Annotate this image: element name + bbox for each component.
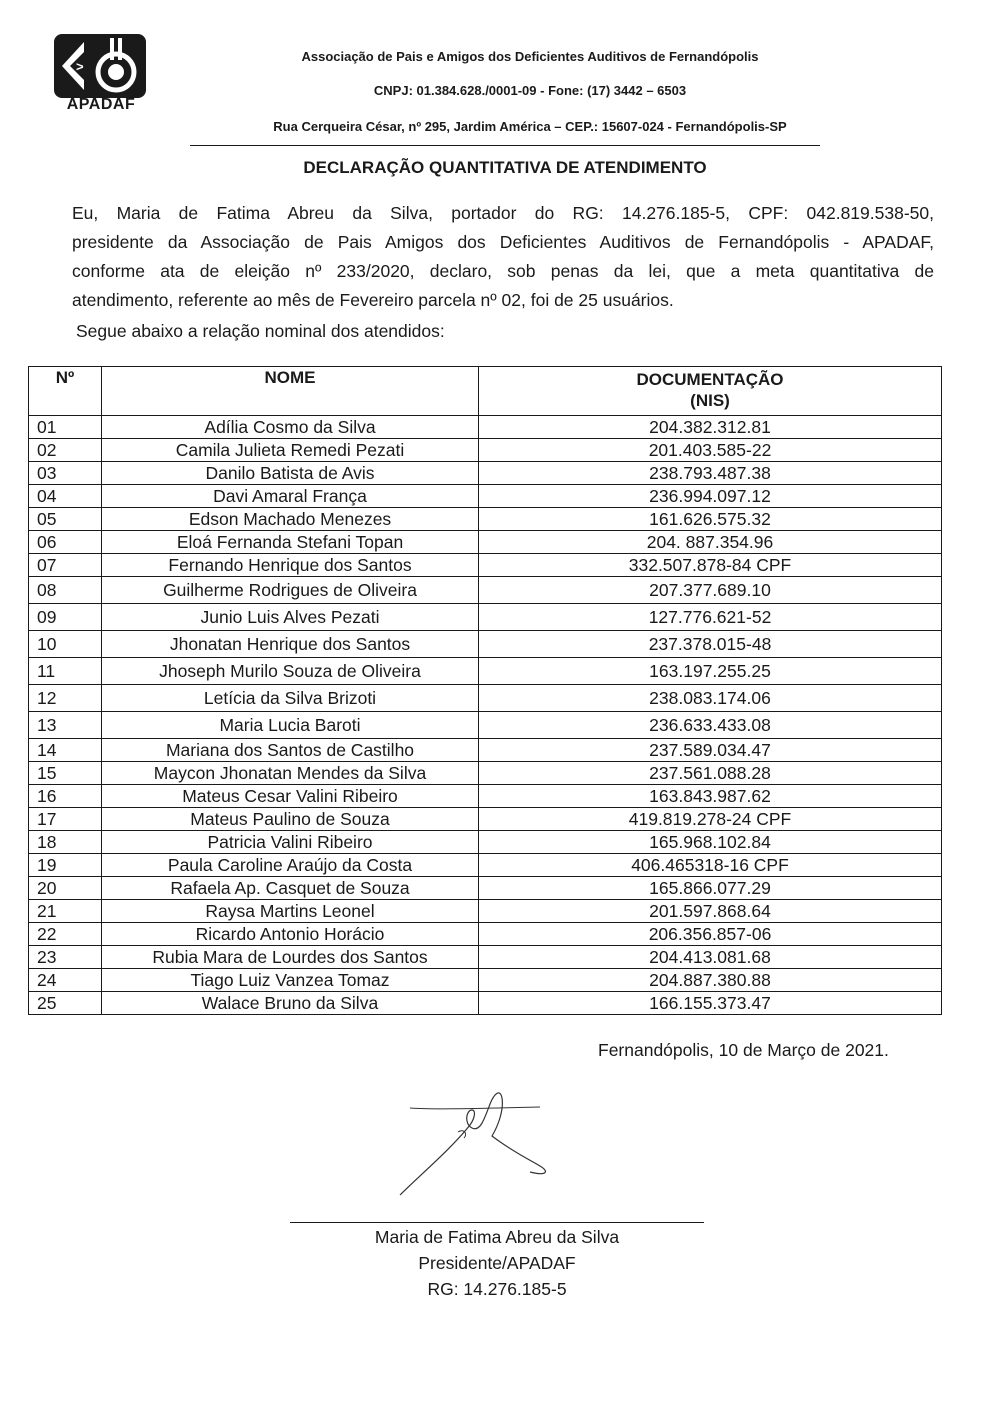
cell-name: Guilherme Rodrigues de Oliveira (102, 577, 479, 604)
cell-name: Letícia da Silva Brizoti (102, 685, 479, 712)
cell-num: 25 (29, 992, 102, 1015)
cell-num: 17 (29, 808, 102, 831)
cell-num: 13 (29, 712, 102, 739)
cell-num: 20 (29, 877, 102, 900)
cell-name: Mariana dos Santos de Castilho (102, 739, 479, 762)
cell-doc: 236.633.433.08 (479, 712, 942, 739)
signer-role: Presidente/APADAF (418, 1253, 576, 1273)
cell-num: 07 (29, 554, 102, 577)
cell-doc: 166.155.373.47 (479, 992, 942, 1015)
cell-num: 15 (29, 762, 102, 785)
signer-rg: RG: 14.276.185-5 (427, 1279, 567, 1299)
table-row (29, 762, 942, 785)
cell-num: 08 (29, 577, 102, 604)
cell-name: Walace Bruno da Silva (102, 992, 479, 1015)
table-row (29, 485, 942, 508)
table-row (29, 416, 942, 439)
table-row (29, 531, 942, 554)
cell-doc: 163.197.255.25 (479, 658, 942, 685)
cell-doc: 161.626.575.32 (479, 508, 942, 531)
paragraph-line: presidente da Associação de Pais Amigos dos Deficientes Auditivos de Fernandópolis - APADAF, (72, 232, 934, 252)
cell-name: Raysa Martins Leonel (102, 900, 479, 923)
cell-doc: 237.589.034.47 (479, 739, 942, 762)
cell-name: Patricia Valini Ribeiro (102, 831, 479, 854)
cell-num: 18 (29, 831, 102, 854)
cell-name: Davi Amaral França (102, 485, 479, 508)
cell-name: Maria Lucia Baroti (102, 712, 479, 739)
table-row (29, 712, 942, 739)
cell-doc: 238.083.174.06 (479, 685, 942, 712)
table-row (29, 658, 942, 685)
cell-num: 24 (29, 969, 102, 992)
table-row (29, 900, 942, 923)
cell-doc: 237.561.088.28 (479, 762, 942, 785)
declaration-paragraph (72, 199, 934, 315)
table-row (29, 577, 942, 604)
cell-num: 21 (29, 900, 102, 923)
cell-name: Maycon Jhonatan Mendes da Silva (102, 762, 479, 785)
organization-contact: CNPJ: 01.384.628./0001-09 - Fone: (17) 3442 – 6503 (373, 83, 687, 98)
cell-doc: 165.866.077.29 (479, 877, 942, 900)
logo-text: APADAF (66, 96, 136, 113)
cell-num: 02 (29, 439, 102, 462)
cell-doc: 204.382.312.81 (479, 416, 942, 439)
table-row (29, 439, 942, 462)
organization-address: Rua Cerqueira César, nº 295, Jardim América – CEP.: 15607-024 - Fernandópolis-SP (273, 119, 787, 134)
paragraph-line: atendimento, referente ao mês de Fevereiro parcela nº 02, foi de 25 usuários. (72, 290, 674, 310)
cell-num: 05 (29, 508, 102, 531)
cell-doc: 207.377.689.10 (479, 577, 942, 604)
table-row (29, 785, 942, 808)
cell-name: Eloá Fernanda Stefani Topan (102, 531, 479, 554)
table-header-row (29, 367, 942, 416)
ear-icon (54, 34, 146, 98)
cell-name: Rubia Mara de Lourdes dos Santos (102, 946, 479, 969)
cell-name: Tiago Luiz Vanzea Tomaz (102, 969, 479, 992)
header-name: NOME (102, 367, 479, 416)
header-documentation-sub: (NIS) (690, 391, 730, 410)
cell-num: 22 (29, 923, 102, 946)
cell-doc: 201.403.585-22 (479, 439, 942, 462)
cell-name: Paula Caroline Araújo da Costa (102, 854, 479, 877)
table-row (29, 808, 942, 831)
signature-line (290, 1222, 704, 1223)
cell-name: Rafaela Ap. Casquet de Souza (102, 877, 479, 900)
table-row (29, 923, 942, 946)
cell-doc: 236.994.097.12 (479, 485, 942, 508)
table-row (29, 631, 942, 658)
cell-doc: 332.507.878-84 CPF (479, 554, 942, 577)
paragraph-line: conforme ata de eleição nº 233/2020, declaro, sob penas da lei, que a meta quantitativa de (72, 261, 934, 281)
cell-doc: 163.843.987.62 (479, 785, 942, 808)
cell-name: Jhonatan Henrique dos Santos (102, 631, 479, 658)
table-row (29, 462, 942, 485)
cell-doc: 165.968.102.84 (479, 831, 942, 854)
cell-num: 19 (29, 854, 102, 877)
svg-text:>: > (76, 59, 84, 74)
cell-name: Mateus Cesar Valini Ribeiro (102, 785, 479, 808)
cell-num: 16 (29, 785, 102, 808)
cell-num: 04 (29, 485, 102, 508)
cell-name: Danilo Batista de Avis (102, 462, 479, 485)
place-date: Fernandópolis, 10 de Março de 2021. (598, 1040, 889, 1060)
cell-num: 23 (29, 946, 102, 969)
cell-doc: 204.413.081.68 (479, 946, 942, 969)
cell-name: Fernando Henrique dos Santos (102, 554, 479, 577)
cell-doc: 127.776.621-52 (479, 604, 942, 631)
paragraph-line: Eu, Maria de Fatima Abreu da Silva, portador do RG: 14.276.185-5, CPF: 042.819.538-50, (72, 203, 934, 223)
cell-name: Jhoseph Murilo Souza de Oliveira (102, 658, 479, 685)
attendees-table (28, 366, 942, 1015)
cell-doc: 204.887.380.88 (479, 969, 942, 992)
cell-name: Adília Cosmo da Silva (102, 416, 479, 439)
table-row (29, 831, 942, 854)
header-documentation (479, 367, 942, 416)
logo-mark (54, 34, 146, 98)
document-title: DECLARAÇÃO QUANTITATIVA DE ATENDIMENTO (303, 158, 707, 177)
cell-num: 01 (29, 416, 102, 439)
cell-doc: 238.793.487.38 (479, 462, 942, 485)
table-row (29, 946, 942, 969)
table-row (29, 508, 942, 531)
table-row (29, 604, 942, 631)
apadaf-logo (54, 34, 148, 114)
cell-doc: 206.356.857-06 (479, 923, 942, 946)
cell-name: Mateus Paulino de Souza (102, 808, 479, 831)
header-documentation-label: DOCUMENTAÇÃO (636, 370, 784, 389)
organization-name: Associação de Pais e Amigos dos Deficientes Auditivos de Fernandópolis (301, 49, 759, 64)
table-row (29, 685, 942, 712)
cell-name: Camila Julieta Remedi Pezati (102, 439, 479, 462)
cell-doc: 406.465318-16 CPF (479, 854, 942, 877)
table-row (29, 854, 942, 877)
cell-num: 03 (29, 462, 102, 485)
cell-num: 11 (29, 658, 102, 685)
cell-num: 06 (29, 531, 102, 554)
table-row (29, 992, 942, 1015)
handwritten-signature (380, 1080, 560, 1200)
cell-num: 09 (29, 604, 102, 631)
list-intro: Segue abaixo a relação nominal dos atendidos: (76, 321, 445, 341)
cell-doc: 201.597.868.64 (479, 900, 942, 923)
table-row (29, 877, 942, 900)
cell-num: 10 (29, 631, 102, 658)
cell-doc: 204. 887.354.96 (479, 531, 942, 554)
signer-name: Maria de Fatima Abreu da Silva (374, 1227, 620, 1247)
table-row (29, 554, 942, 577)
cell-num: 12 (29, 685, 102, 712)
table-body (29, 416, 942, 1015)
table-row (29, 969, 942, 992)
header-number: Nº (29, 367, 102, 416)
cell-doc: 237.378.015-48 (479, 631, 942, 658)
cell-name: Junio Luis Alves Pezati (102, 604, 479, 631)
cell-doc: 419.819.278-24 CPF (479, 808, 942, 831)
cell-name: Edson Machado Menezes (102, 508, 479, 531)
cell-num: 14 (29, 739, 102, 762)
cell-name: Ricardo Antonio Horácio (102, 923, 479, 946)
header-divider (190, 145, 820, 146)
table-row (29, 739, 942, 762)
